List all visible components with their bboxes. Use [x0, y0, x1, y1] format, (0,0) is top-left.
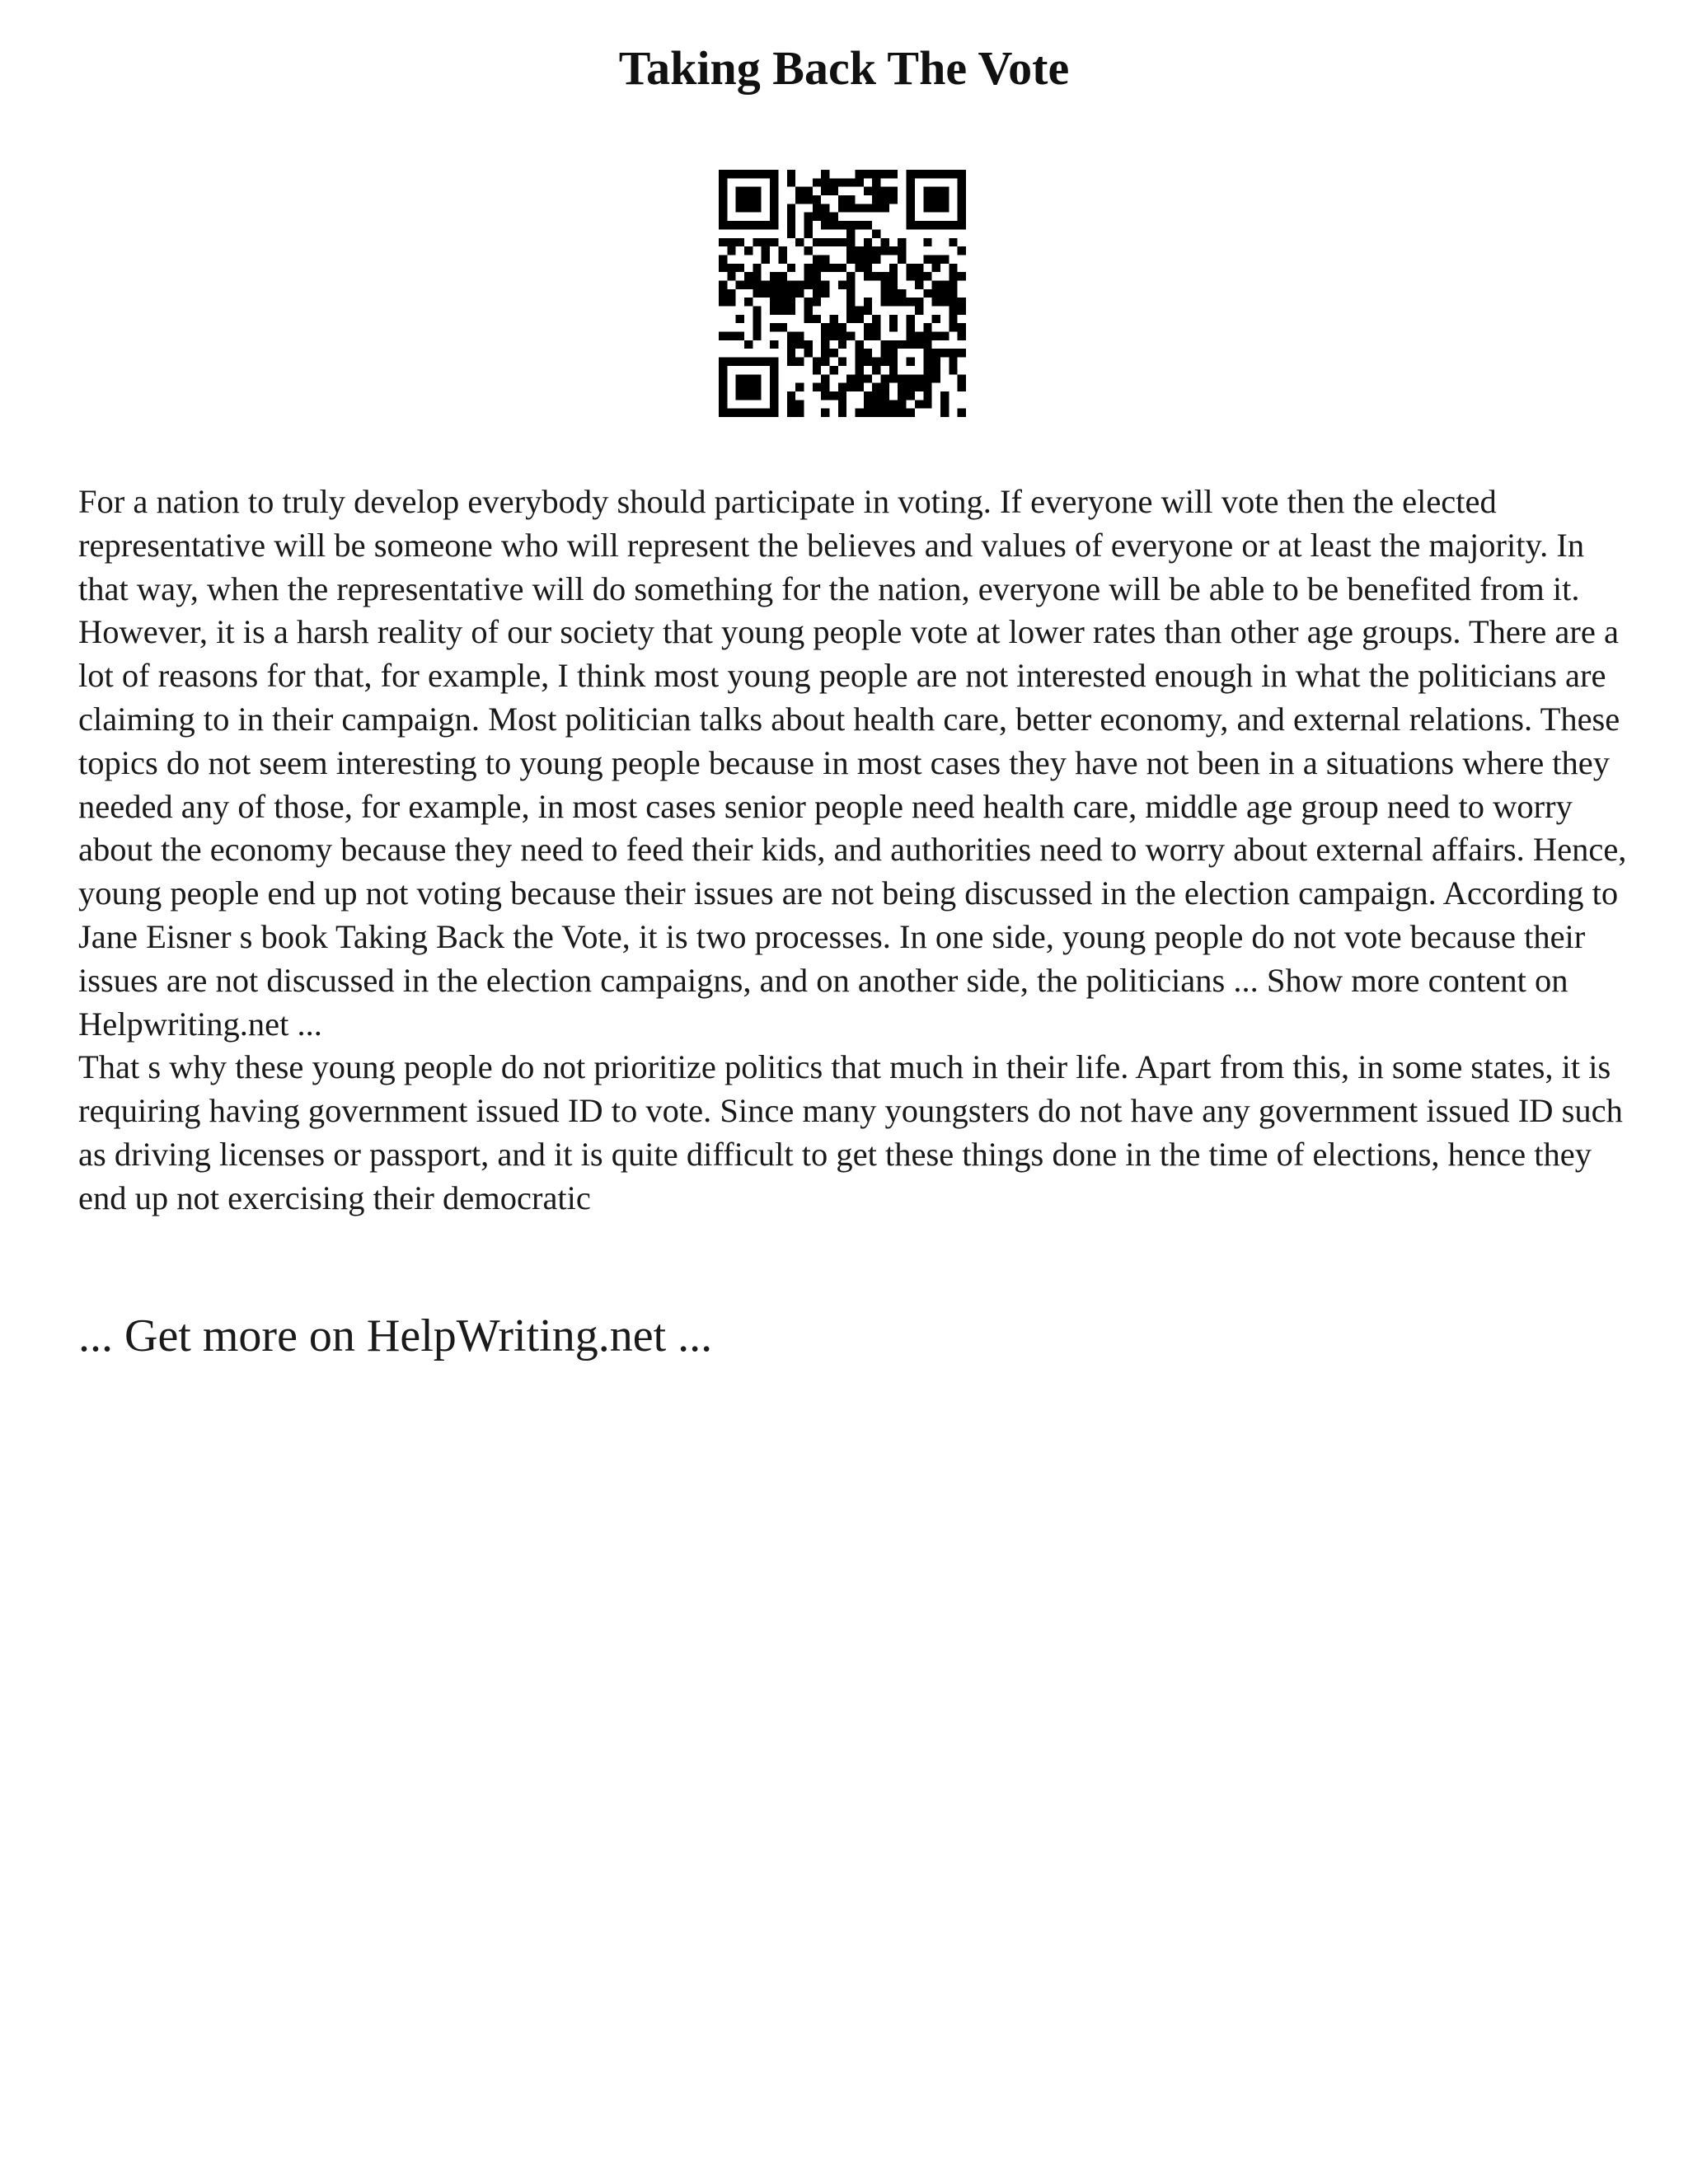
body-text	[78, 480, 1628, 1221]
qr-code-icon	[719, 170, 966, 417]
document-title: Taking Back The Vote	[618, 41, 1070, 95]
get-more-link[interactable]: ... Get more on HelpWriting.net ...	[78, 1310, 713, 1361]
paragraph-2: That s why these young people do not prioritize politics that much in their life. Apart from this, in some states, it is requiring having government issued ID to vote. Since many youngsters do not have any government issued ID such as driving licenses or passport, and it is quite difficult to get these things done in the time of elections, hence they end up not exercising their democratic	[78, 1048, 1623, 1216]
qr-code-graphic	[719, 170, 966, 417]
paragraph-1: For a nation to truly develop everybody should participate in voting. If everyone will vote then the elected representative will be someone who will represent the believes and values of everyone or at least the majority. In that way, when the representative will do something for the nation, everyone will be able to be benefited from it. However, it is a harsh reality of our society that young people vote at lower rates than other age groups. There are a lot of reasons for that, for example, I think most young people are not interested enough in what the politicians are claiming to in their campaign. Most politician talks about health care, better economy, and external relations. These topics do not seem interesting to young people because in most cases they have not been in a situations where they needed any of those, for example, in most cases senior people need health care, middle age group need to worry about the economy because they need to feed their kids, and authorities need to worry about external affairs. Hence, young people end up not voting because their issues are not being discussed in the election campaign. According to Jane Eisner s book Taking Back the Vote, it is two processes. In one side, young people do not vote because their issues are not discussed in the election campaigns, and on another side, the politicians ... Show more content on Helpwriting.net ...	[78, 483, 1627, 1043]
